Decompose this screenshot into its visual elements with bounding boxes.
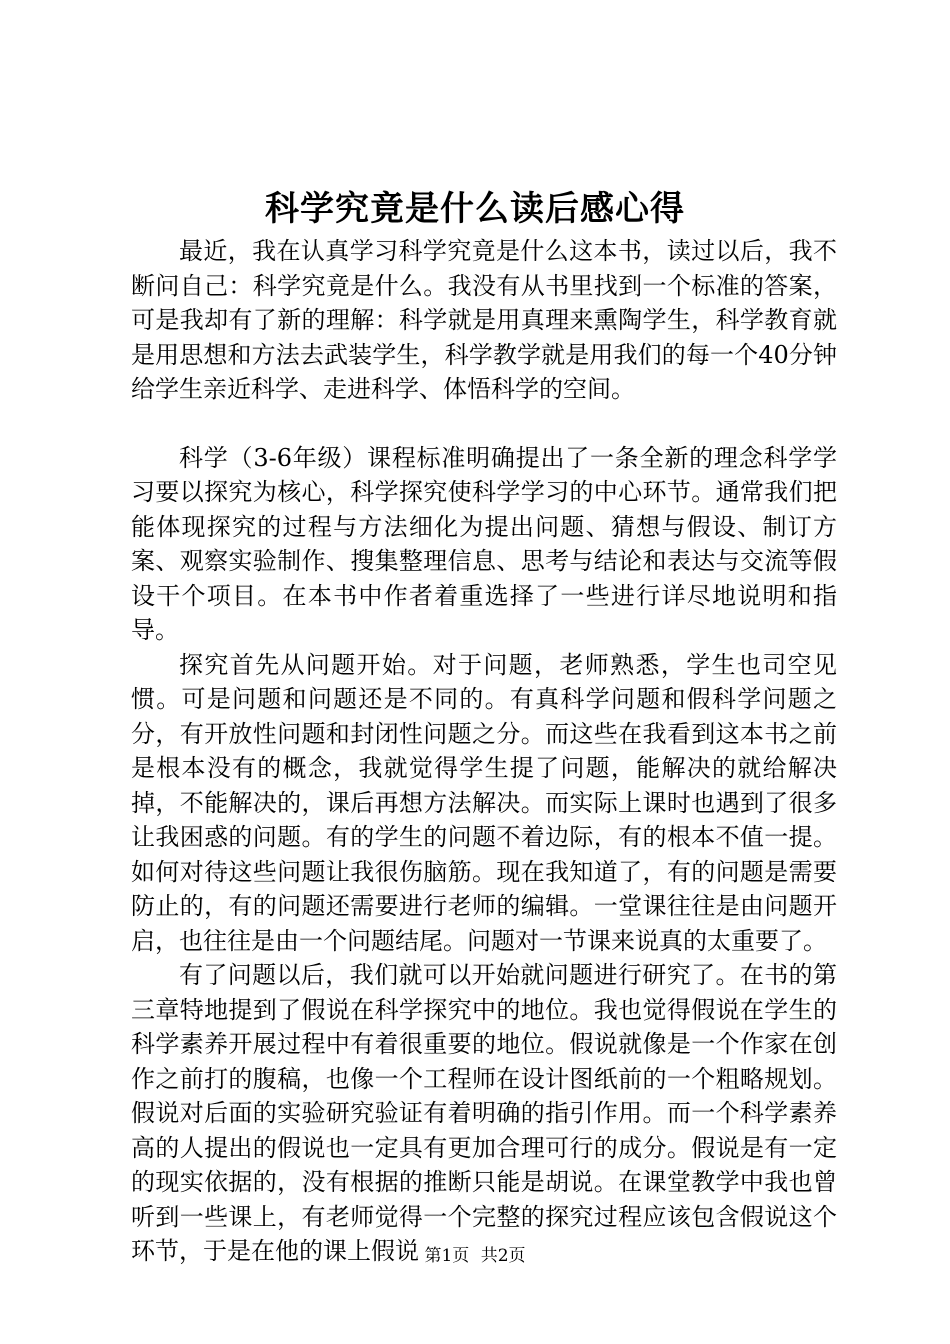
paragraph-intro: 最近，我在认真学习科学究竟是什么这本书，读过以后，我不断问自己：科学究竟是什么。我没有从书里找到一个标准的答案，可是我却有了新的理解：科学就是用真理来熏陶学生，科学教育就是用思想和方法去武装学生，科学教学就是用我们的每一个40分钟给学生亲近科学、走进科学、体悟科学的空间。 [131,237,837,403]
page-total: 共2页 [480,1246,526,1266]
page-footer [0,1244,950,1268]
page-number: 第1页 [424,1246,470,1266]
document-body [131,234,837,1269]
paragraph-curriculum: 科学（3-6年级）课程标准明确提出了一条全新的理念科学学习要以探究为核心，科学探究使科学学习的中心环节。通常我们把能体现探究的过程与方法细化为提出问题、猜想与假设、制订方案、观察实验制作、搜集整理信息、思考与结论和表达与交流等假设干个项目。在本书中作者着重选择了一些进行详尽地说明和指导。 [131,443,837,644]
document-title: 科学究竟是什么读后感心得 [265,189,685,229]
paragraph-questions: 探究首先从问题开始。对于问题，老师熟悉，学生也司空见惯。可是问题和问题还是不同的。有真科学问题和假科学问题之分，有开放性问题和封闭性问题之分。而这些在我看到这本书之前是根本没有的概念，我就觉得学生提了问题，能解决的就给解决掉，不能解决的，课后再想方法解决。而实际上课时也遇到了很多让我困惑的问题。有的学生的问题不着边际，有的根本不值一提。如何对待这些问题让我很伤脑筋。现在我知道了，有的问题是需要防止的，有的问题还需要进行老师的编辑。一堂课往往是由问题开启，也往往是由一个问题结尾。问题对一节课来说真的太重要了。 [131,650,837,955]
paragraph-hypothesis: 有了问题以后，我们就可以开始就问题进行研究了。在书的第三章特地提到了假说在科学探究中的地位。我也觉得假说在学生的科学素养开展过程中有着很重要的地位。假说就像是一个作家在创作之前打的腹稿，也像一个工程师在设计图纸前的一个粗略规划。假说对后面的实验研究验证有着明确的指引作用。而一个科学素养高的人提出的假说也一定具有更加合理可行的成分。假说是有一定的现实依据的，没有根据的推断只能是胡说。在课堂教学中我也曾听到一些课上，有老师觉得一个完整的探究过程应该包含假说这个环节，于是在他的课上假说 [131,961,837,1265]
